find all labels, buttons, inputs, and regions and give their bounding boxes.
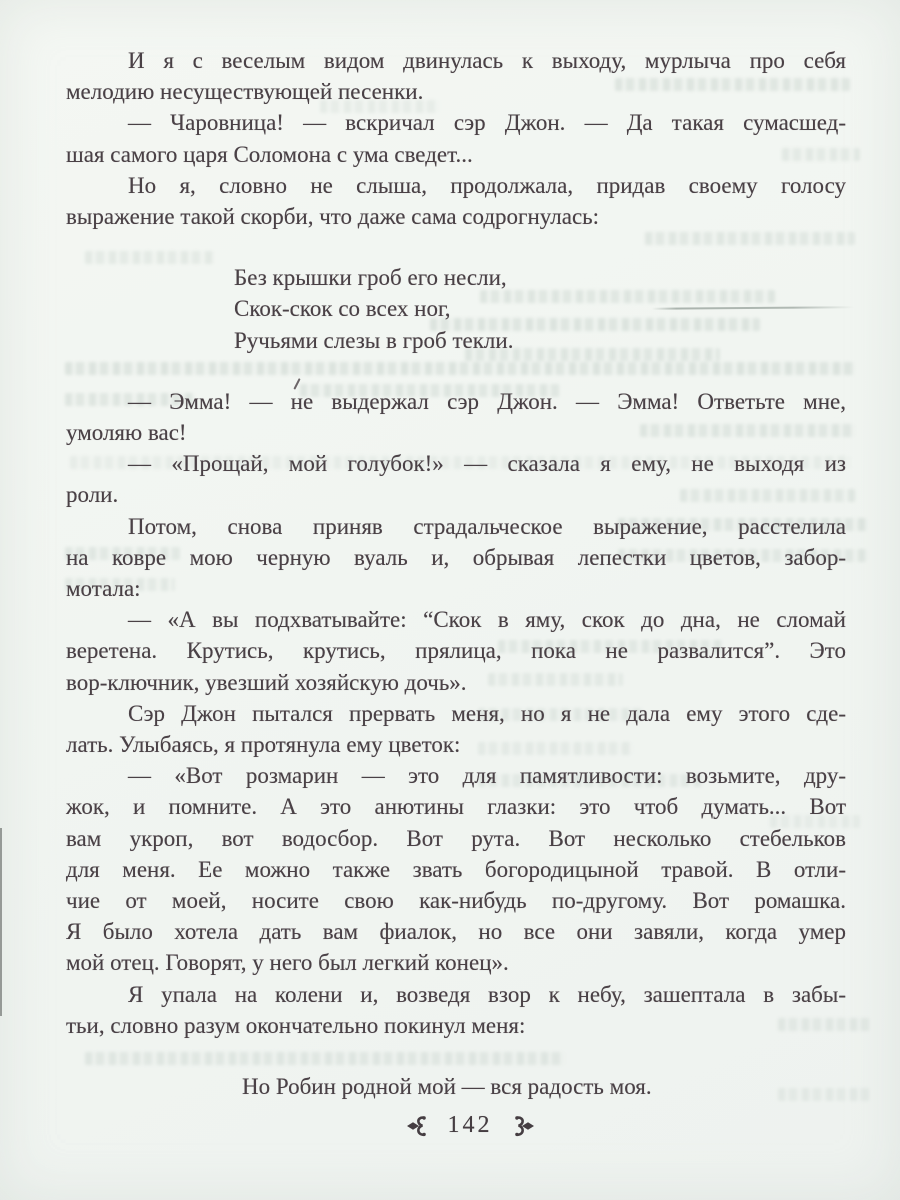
text-line: тьи, словно разум окончательно покинул меня: bbox=[66, 1012, 526, 1038]
text-block bbox=[66, 45, 846, 1102]
paragraph bbox=[66, 698, 846, 760]
text-line: Без крышки гроб его несли, bbox=[234, 265, 507, 291]
text-line: — «А вы подхватывайте: “Скок в яму, скок до дна, не сломай bbox=[128, 607, 846, 633]
text-line: — Эмма! — не выдержал сэр Джон. — Эмма! Ответьте мне, bbox=[128, 388, 846, 414]
paragraph bbox=[66, 511, 846, 605]
text-line: выражение такой скорби, что даже сама содрогнулась: bbox=[66, 204, 600, 230]
text-line: для меня. Ее можно также звать богородицыной травой. В отли- bbox=[66, 856, 846, 882]
paragraph bbox=[66, 760, 846, 978]
text-line: Скок-скок со всех ног, bbox=[234, 296, 451, 322]
text-line: чие от моей, носите свою как-нибудь по-другому. Вот ромашка. bbox=[66, 888, 846, 914]
text-line: жок, и помните. А это анютины глазки: это чтоб думать... Вот bbox=[66, 794, 846, 820]
text-line: шая самого царя Соломона с ума сведет... bbox=[66, 141, 473, 167]
text-line: — «Прощай, мой голубок!» — сказала я ему, не выходя из bbox=[128, 451, 846, 477]
paragraph bbox=[66, 979, 846, 1041]
text-line: И я с веселым видом двинулась к выходу, мурлыча про себя bbox=[128, 48, 846, 73]
text-line: Но Робин родной мой — вся радость моя. bbox=[242, 1074, 652, 1100]
text-line: мотала: bbox=[66, 576, 141, 602]
verse-block bbox=[234, 262, 846, 356]
text-line: вам укроп, вот водосбор. Вот рута. Вот несколько стебельков bbox=[66, 825, 846, 851]
verse-block bbox=[242, 1071, 846, 1102]
text-line: мой отец. Говорят, у него был легкий конец». bbox=[66, 950, 509, 976]
text-line: Ручьями слезы в гроб текли. bbox=[234, 327, 514, 353]
fleuron-left-icon bbox=[406, 1115, 433, 1137]
paragraph bbox=[66, 604, 846, 698]
page-footer bbox=[66, 1112, 874, 1139]
paragraph bbox=[66, 45, 846, 107]
text-line: Я было хотела дать вам фиалок, но все они завяли, когда умер bbox=[66, 919, 846, 945]
paragraph bbox=[66, 386, 846, 448]
text-line: Потом, снова приняв страдальческое выражение, расстелила bbox=[128, 513, 846, 539]
paragraph bbox=[66, 107, 846, 169]
text-line: Я упала на колени и, возведя взор к небу, зашептала в забы- bbox=[128, 981, 846, 1007]
text-line: — «Вот розмарин — это для памятливости: возьмите, дру- bbox=[128, 763, 846, 789]
text-line: роли. bbox=[66, 482, 119, 508]
text-line: мелодию несуществующей песенки. bbox=[66, 79, 424, 105]
text-line: на ковре мою черную вуаль и, обрывая лепестки цветов, забор- bbox=[66, 544, 846, 570]
scan-edge-artifact bbox=[0, 828, 2, 1016]
page-number: 142 bbox=[447, 1112, 493, 1138]
fleuron-right-icon bbox=[508, 1115, 535, 1137]
text-line: Сэр Джон пытался прервать меня, но я не дала ему этого сде- bbox=[128, 700, 846, 726]
paragraph bbox=[66, 170, 846, 232]
text-line: умоляю вас! bbox=[66, 420, 187, 446]
text-line: веретена. Крутись, крутись, прялица, пока не развалится”. Это bbox=[66, 638, 846, 664]
text-line: — Чаровница! — вскричал сэр Джон. — Да такая сумасшед- bbox=[128, 110, 846, 136]
paragraph bbox=[66, 448, 846, 510]
text-line: лать. Улыбаясь, я протянула ему цветок: bbox=[66, 732, 461, 758]
text-line: вор-ключник, увезший хозяйскую дочь». bbox=[66, 669, 467, 695]
text-line: Но я, словно не слыша, продолжала, придав своему голосу bbox=[128, 172, 846, 198]
